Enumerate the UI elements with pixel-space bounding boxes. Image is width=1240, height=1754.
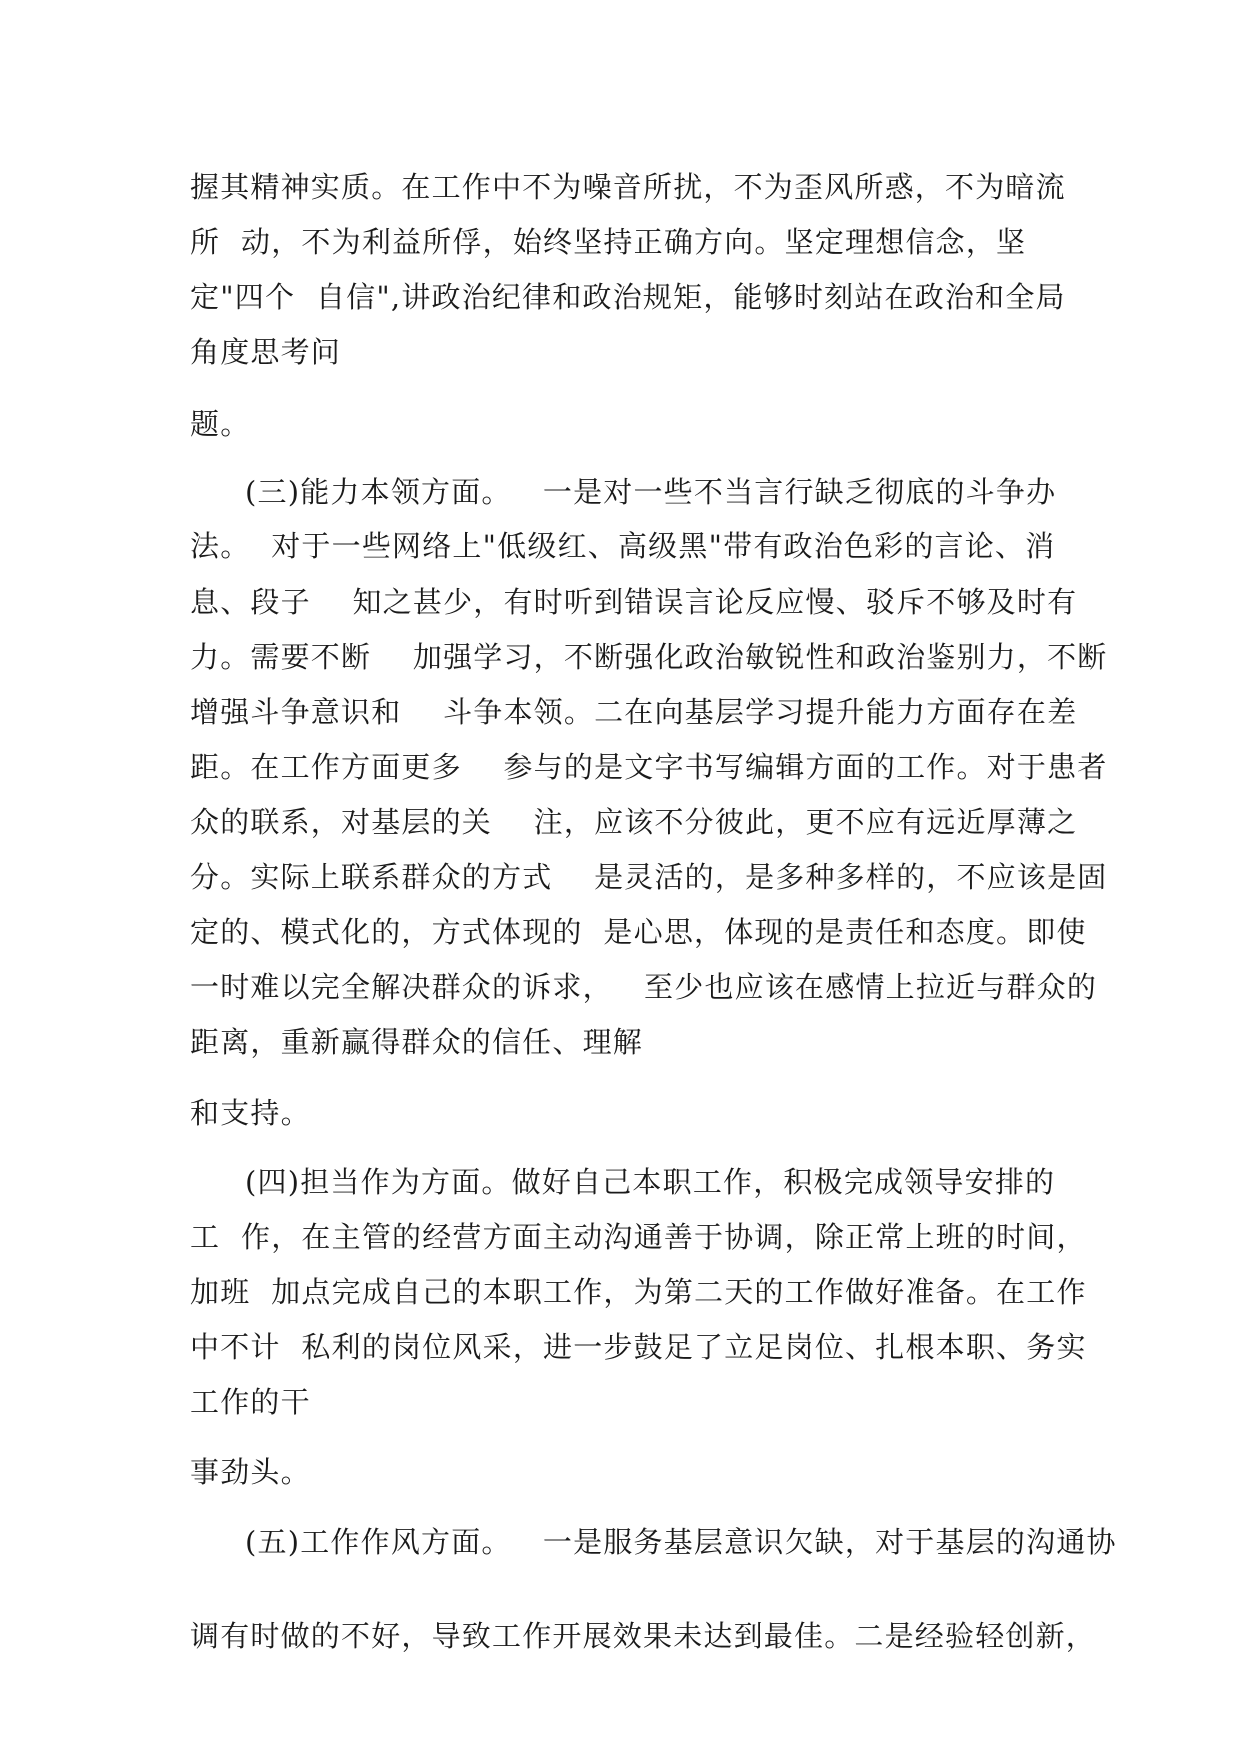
text-line: 距离，重新赢得群众的信任、理解	[190, 1025, 644, 1059]
paragraph-heading-4: (四)担当作为方面。做好自己本职工作，积极完成领导安排的	[245, 1165, 1056, 1199]
text-line: 息、段子 知之甚少，有时听到错误言论反应慢、驳斥不够及时有	[190, 585, 1078, 619]
text-line: 事劲头。	[190, 1455, 311, 1489]
text-line: 中不计 私利的岗位风采，进一步鼓足了立足岗位、扎根本职、务实	[190, 1330, 1087, 1364]
text-line: 角度思考问	[190, 335, 342, 369]
text-line: 定"四个 自信",讲政治纪律和政治规矩，能够时刻站在政治和全局	[190, 280, 1066, 314]
text-line: 距。在工作方面更多 参与的是文字书写编辑方面的工作。对于患者	[190, 750, 1108, 784]
text-line: 握其精神实质。在工作中不为噪音所扰，不为歪风所惑，不为暗流	[190, 170, 1066, 204]
text-line: 分。实际上联系群众的方式 是灵活的，是多种多样的，不应该是固	[190, 860, 1108, 894]
text-line: 和支持。	[190, 1096, 311, 1130]
text-line: 力。需要不断 加强学习，不断强化政治敏锐性和政治鉴别力，不断	[190, 640, 1108, 674]
text-line: 工作的干	[190, 1385, 311, 1419]
text-line: 加班 加点完成自己的本职工作，为第二天的工作做好准备。在工作	[190, 1275, 1087, 1309]
text-line: 法。 对于一些网络上"低级红、高级黑"带有政治色彩的言论、消	[190, 529, 1056, 563]
text-line: 众的联系，对基层的关 注，应该不分彼此，更不应有远近厚薄之	[190, 805, 1078, 839]
text-line: 定的、模式化的，方式体现的 是心思，体现的是责任和态度。即使	[190, 915, 1087, 949]
text-line: 所 动，不为利益所俘，始终坚持正确方向。坚定理想信念，坚	[190, 225, 1027, 259]
paragraph-heading-3: (三)能力本领方面。 一是对一些不当言行缺乏彻底的斗争办	[245, 475, 1057, 509]
text-line: 一时难以完全解决群众的诉求， 至少也应该在感情上拉近与群众的	[190, 970, 1098, 1004]
text-line: 题。	[190, 407, 251, 441]
text-line: 调有时做的不好，导致工作开展效果未达到最佳。二是经验轻创新，	[190, 1619, 1097, 1653]
paragraph-heading-5: (五)工作作风方面。 一是服务基层意识欠缺，对于基层的沟通协	[245, 1525, 1117, 1559]
text-line: 增强斗争意识和 斗争本领。二在向基层学习提升能力方面存在差	[190, 695, 1078, 729]
text-line: 工 作，在主管的经营方面主动沟通善于协调，除正常上班的时间，	[190, 1220, 1087, 1254]
